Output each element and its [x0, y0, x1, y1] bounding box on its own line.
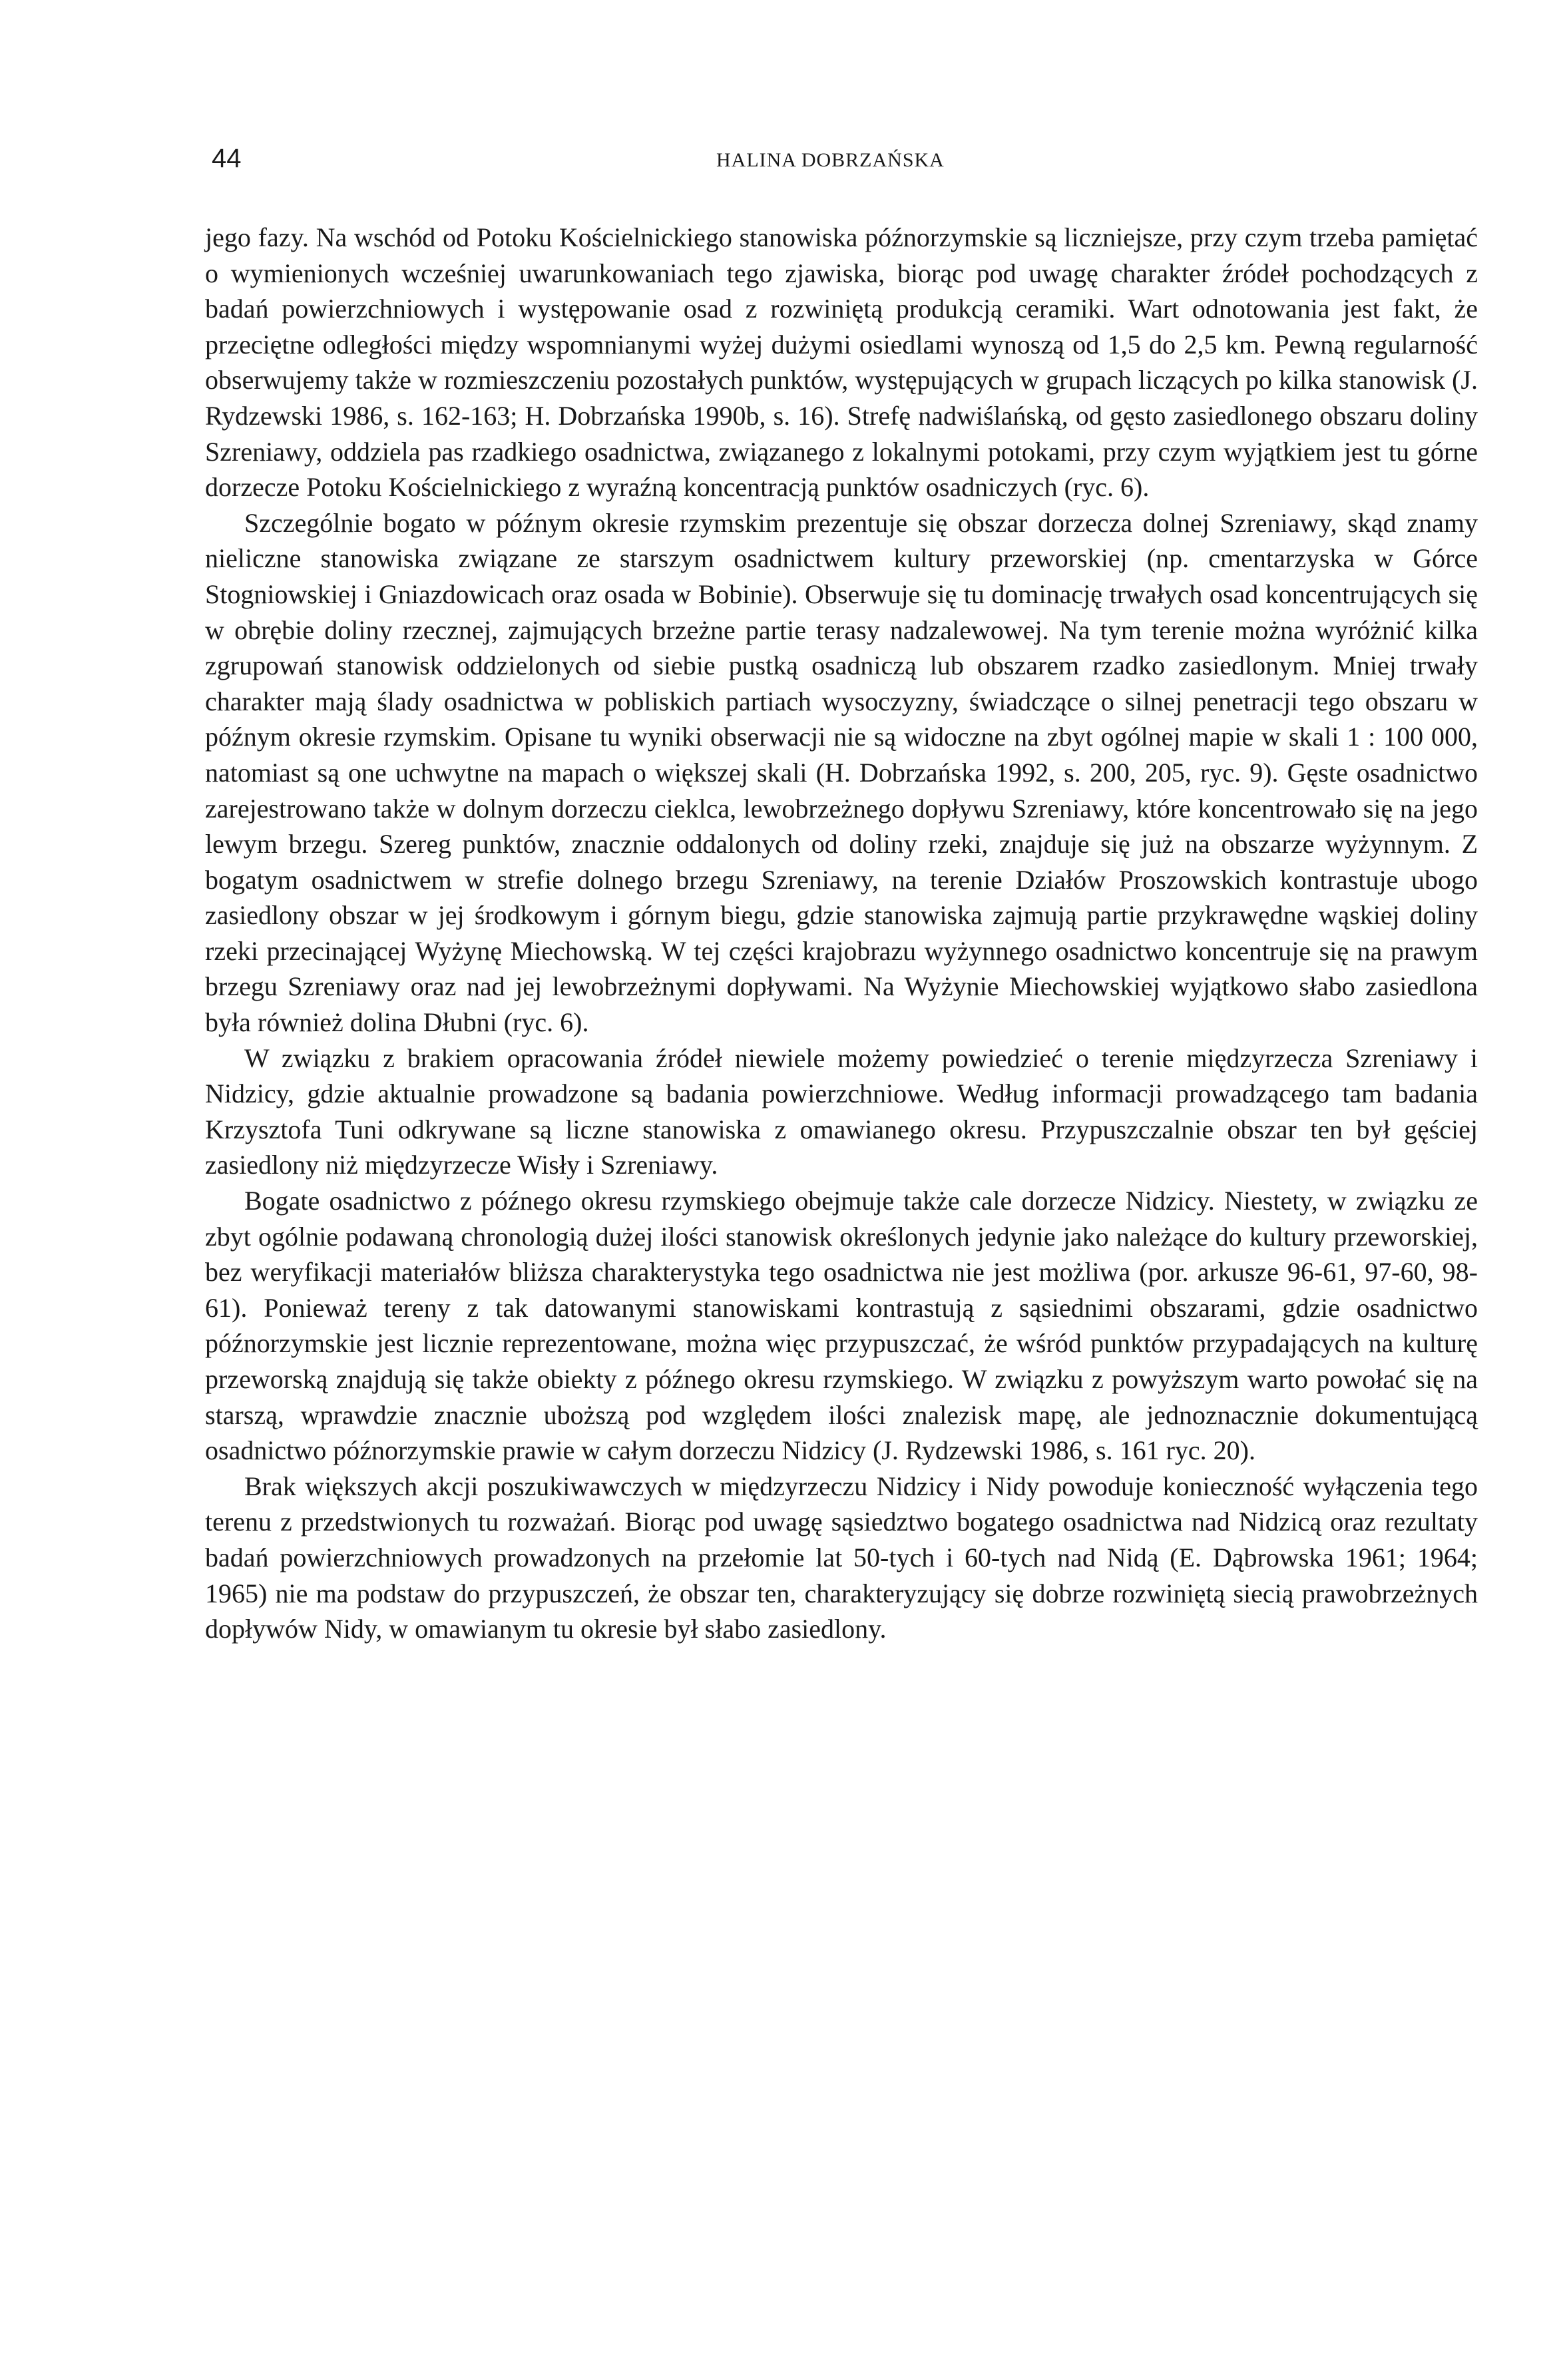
paragraph-5: Brak większych akcji poszukiwawczych w międzyrzeczu Nidzicy i Nidy powoduje konieczność wyłączenia tego terenu z przedstwionych tu rozważań. Biorąc pod uwagę sąsiedztwo bogatego osadnictwa nad Nidzicą oraz rezultaty badań powierzchniowych prowadzonych na przełomie lat 50-tych i 60-tych nad Nidą (E. Dąbrowska 1961; 1964; 1965) nie ma podstaw do przypuszczeń, że obszar ten, charakteryzujący się dobrze rozwiniętą siecią prawobrzeżnych dopływów Nidy, w omawianym tu okresie był słabo zasiedlony.	[205, 1471, 1478, 1644]
page-header	[212, 140, 1476, 186]
paragraph-3: W związku z brakiem opracowania źródeł niewiele możemy powiedzieć o terenie międzyrzecza Szreniawy i Nidzicy, gdzie aktualnie prowadzone są badania powierzchniowe. Według informacji prowadzącego tam badania Krzysztofa Tuni odkrywane są liczne stanowiska z omawianego okresu. Przypuszczalnie obszar ten był gęściej zasiedlony niż międzyrzecze Wisły i Szreniawy.	[205, 1043, 1478, 1180]
paragraph-4: Bogate osadnictwo z późnego okresu rzymskiego obejmuje także cale dorzecze Nidzicy. Niestety, w związku ze zbyt ogólnie podawaną chronologią dużej ilości stanowisk określonych jedynie jako należące do kultury przeworskiej, bez weryfikacji materiałów bliższa charakterystyka tego osadnictwa nie jest możliwa (por. arkusze 96-61, 97-60, 98-61). Ponieważ tereny z tak datowanymi stanowiskami kontrastują z sąsiednimi obszarami, gdzie osadnictwo późnorzymskie jest licznie reprezentowane, można więc przypuszczać, że wśród punktów przypadających na kulturę przeworską znajdują się także obiekty z późnego okresu rzymskiego. W związku z powyższym warto powołać się na starszą, wprawdzie znacznie uboższą pod względem ilości znalezisk mapę, ale jednoznacznie dokumentującą osadnictwo późnorzymskie prawie w całym dorzeczu Nidzicy (J. Rydzewski 1986, s. 161 ryc. 20).	[205, 1186, 1478, 1466]
running-head: HALINA DOBRZAŃSKA	[716, 149, 945, 171]
body-text	[205, 220, 1478, 1647]
page-number: 44	[212, 144, 242, 173]
paragraph-2: Szczególnie bogato w późnym okresie rzymskim prezentuje się obszar dorzecza dolnej Szreniawy, skąd znamy nieliczne stanowiska związane ze starszym osadnictwem kultury przeworskiej (np. cmentarzyska w Górce Stogniowskiej i Gniazdowicach oraz osada w Bobinie). Obserwuje się tu dominację trwałych osad koncentrujących się w obrębie doliny rzecznej, zajmujących brzeżne partie terasy nadzalewowej. Na tym terenie można wyróżnić kilka zgrupowań stanowisk oddzielonych od siebie pustką osadniczą lub obszarem rzadko zasiedlonym. Mniej trwały charakter mają ślady osadnictwa w pobliskich partiach wysoczyzny, świadczące o silnej penetracji tego obszaru w późnym okresie rzymskim. Opisane tu wyniki obserwacji nie są widoczne na zbyt ogólnej mapie w skali 1 : 100 000, natomiast są one uchwytne na mapach o większej skali (H. Dobrzańska 1992, s. 200, 205, ryc. 9). Gęste osadnictwo zarejestrowano także w dolnym dorzeczu cieklca, lewobrzeżnego dopływu Szreniawy, które koncentrowało się na jego lewym brzegu. Szereg punktów, znacznie oddalonych od doliny rzeki, znajduje się już na obszarze wyżynnym. Z bogatym osadnictwem w strefie dolnego brzegu Szreniawy, na terenie Działów Proszowskich kontrastuje ubogo zasiedlony obszar w jej środkowym i górnym biegu, gdzie stanowiska zajmują partie przykrawędne wąskiej doliny rzeki przecinającej Wyżynę Miechowską. W tej części krajobrazu wyżynnego osadnictwo koncentruje się na prawym brzegu Szreniawy oraz nad jej lewobrzeżnymi dopływami. Na Wyżynie Miechowskiej wyjątkowo słabo zasiedlona była również dolina Dłubni (ryc. 6).	[205, 507, 1478, 1038]
paragraph-1: jego fazy. Na wschód od Potoku Kościelnickiego stanowiska późnorzymskie są liczniejsze, przy czym trzeba pamiętać o wymienionych wcześniej uwarunkowaniach tego zjawiska, biorąc pod uwagę charakter źródeł pochodzących z badań powierzchniowych i występowanie osad z rozwiniętą produkcją ceramiki. Wart odnotowania jest fakt, że przeciętne odległości między wspomnianymi wyżej dużymi osiedlami wynoszą od 1,5 do 2,5 km. Pewną regularność obserwujemy także w rozmieszczeniu pozostałych punktów, występujących w grupach liczących po kilka stanowisk (J. Rydzewski 1986, s. 162-163; H. Dobrzańska 1990b, s. 16). Strefę nadwiślańską, od gęsto zasiedlonego obszaru doliny Szreniawy, oddziela pas rzadkiego osadnictwa, związanego z lokalnymi potokami, przy czym wyjątkiem jest tu górne dorzecze Potoku Kościelnickiego z wyraźną koncentracją punktów osadniczych (ryc. 6).	[205, 222, 1478, 503]
